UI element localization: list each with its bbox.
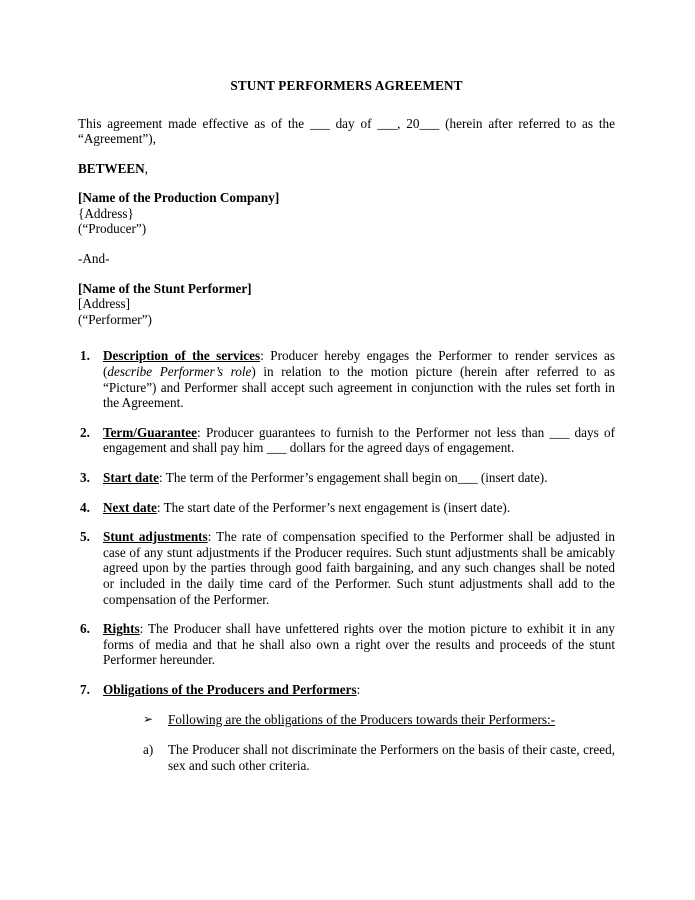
blank-year: ___ (419, 115, 440, 131)
clause-item-7 (78, 682, 615, 773)
producer-alias: (“Producer”) (78, 221, 147, 237)
sub-item-a (143, 742, 615, 773)
intro-text-c: , 20 (397, 115, 420, 131)
clause-body-1a: Producer hereby engages the Performer to render services as ( (103, 348, 615, 380)
clause-body-6a: The Producer shall have unfettered rights over the motion picture to exhibit it in any forms of media and that he shall also own a right over the results and proceeds of the stunt Performer hereunder. (103, 621, 615, 668)
between-comma: , (144, 160, 148, 176)
clause-body-1b: ) in relation to the motion picture (herein after referred to as “Picture”) and Performer shall accept such agreement in conjunction with the rules set forth in the Agreement. (103, 364, 615, 411)
clause-body-3a: The term of the Performer’s engagement shall begin on (165, 470, 458, 485)
clause-item-1 (78, 348, 615, 410)
performer-alias: (“Performer”) (78, 311, 152, 327)
clause-colon-7: : (356, 681, 361, 697)
clause-heading-4: Next date (103, 499, 157, 515)
clause-heading-3: Start date (103, 470, 160, 485)
clause-body-3b: (insert date). (477, 470, 548, 485)
clause-number-4: 4. (80, 499, 90, 515)
clause-2-blank-days: ___ (549, 424, 570, 440)
clause-body-5a: The rate of compensation specified to the Performer shall be adjusted in case of any stunt adjustments if the Producer requires. Such stunt adjustments shall be amicably agreed upon by the parties through good faith bargaining, and any such changes shall be noted or included in the daily time card of the Performer. Such stunt adjustments shall add to the compensation of the Performer. (103, 529, 615, 607)
blank-month: ___ (377, 115, 398, 131)
clause-item-6 (78, 621, 615, 668)
sub-bullet-obligations (143, 712, 615, 728)
clause-heading-5: Stunt adjustments (103, 529, 208, 545)
page-title: STUNT PERFORMERS AGREEMENT (230, 78, 463, 93)
clause-item-4 (78, 500, 615, 516)
clause-colon-5: : (207, 529, 217, 545)
spacer-before-clauses (78, 327, 615, 341)
clause-number-3: 3. (80, 470, 90, 485)
clause-colon-3: : (159, 470, 166, 485)
clause-heading-7: Obligations of the Producers and Performers (103, 681, 357, 697)
spacer-before-clauses-extra (78, 341, 615, 348)
between-label: BETWEEN (78, 160, 145, 176)
sub-bullet-text: Following are the obligations of the Producers towards their Performers:- (168, 711, 556, 727)
producer-address: {Address} (78, 205, 134, 221)
sub-item-a-marker: a) (143, 742, 154, 758)
intro-paragraph (78, 116, 615, 147)
arrowhead-bullet-icon: ➢ (143, 711, 154, 726)
clause-2-blank-dollars: ___ (266, 440, 287, 456)
clause-number-7: 7. (80, 681, 90, 697)
clause-colon-4: : (156, 499, 164, 515)
spacer-before-and (78, 237, 615, 251)
clause-item-3 (78, 470, 615, 486)
clause-body-2c: dollars for the agreed days of engagement. (286, 440, 515, 456)
producer-name: [Name of the Production Company] (78, 190, 280, 206)
performer-address: [Address] (78, 296, 131, 312)
between-label-line (78, 161, 615, 177)
performer-name: [Name of the Stunt Performer] (78, 280, 252, 296)
intro-text-b: day of (329, 115, 378, 131)
clause-list (78, 348, 615, 773)
clause-colon-1: : (260, 348, 271, 364)
sub-item-a-text: The Producer shall not discriminate the Performers on the basis of their caste, creed, sex and such other criteria. (168, 742, 615, 773)
clause-number-2: 2. (80, 424, 90, 440)
clause-colon-2: : (197, 424, 206, 440)
clause-italic-1: describe Performer’s role (107, 364, 252, 380)
and-separator: -And- (78, 251, 110, 267)
clause-number-6: 6. (80, 621, 90, 637)
clause-number-1: 1. (80, 348, 90, 364)
clause-heading-1: Description of the services (103, 348, 261, 364)
clause-item-2 (78, 425, 615, 456)
clause-body-2a: Producer guarantees to furnish to the Performer not less than (205, 424, 550, 440)
clause-number-5: 5. (80, 529, 90, 545)
clause-heading-2: Term/Guarantee (103, 424, 198, 440)
spacer-after-between (78, 176, 615, 190)
clause-body-4a: The start date of the Performer’s next engagement is (insert date). (163, 499, 511, 515)
blank-day: ___ (309, 115, 330, 131)
clause-item-5 (78, 529, 615, 607)
intro-text-d: (herein after referred to as the “Agreement”), (78, 115, 615, 147)
intro-text-a: This agreement made effective as of the (78, 115, 310, 131)
spacer-after-and (78, 267, 615, 281)
clause-colon-6: : (139, 621, 148, 637)
clause-3-blank-date: ___ (457, 470, 478, 485)
clause-heading-6: Rights (103, 621, 140, 637)
clause-body-2b: days of engagement and shall pay him (103, 424, 615, 456)
